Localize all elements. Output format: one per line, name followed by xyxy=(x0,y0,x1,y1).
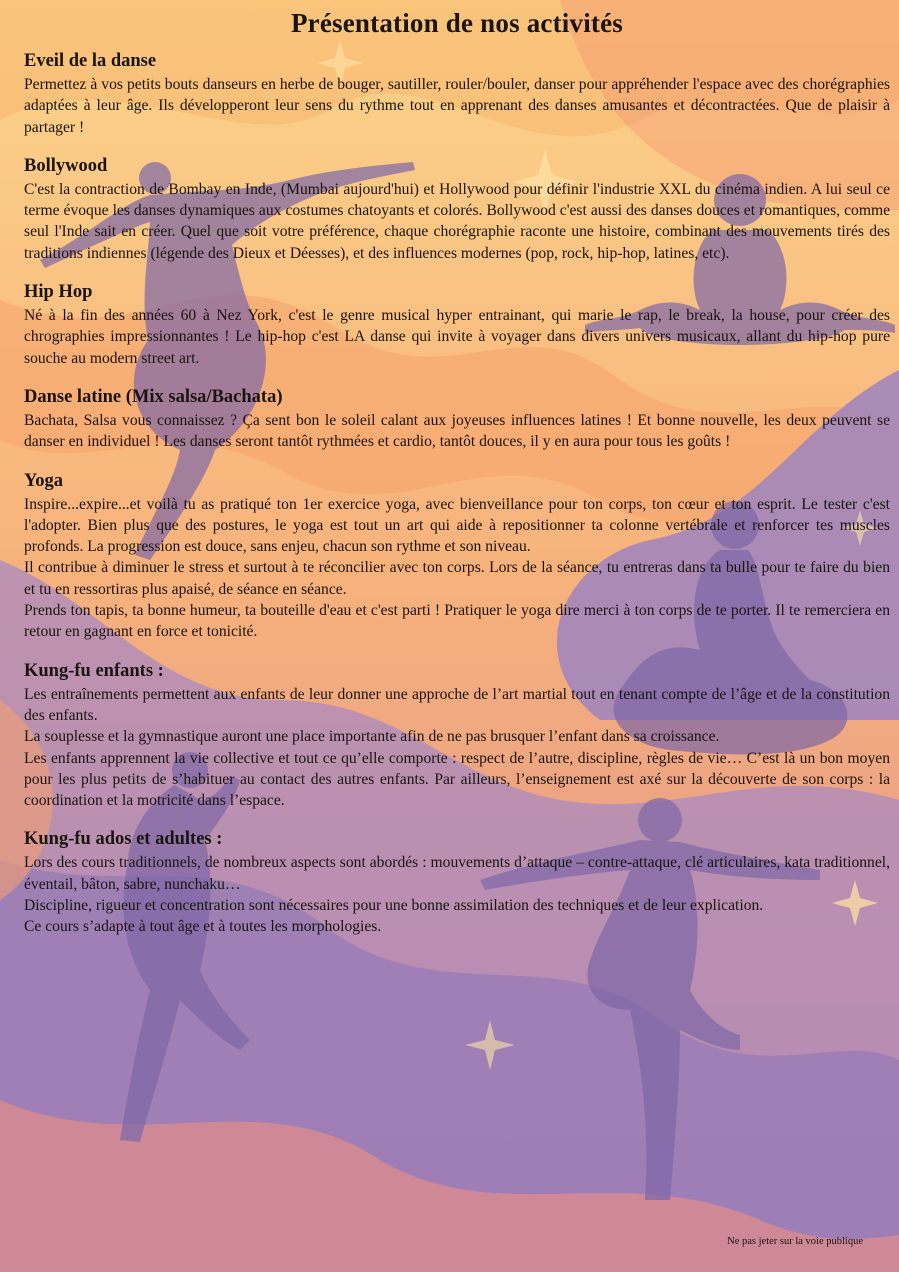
section-heading: Kung-fu enfants : xyxy=(24,660,164,681)
section-text: Bachata, Salsa vous connaissez ? Ça sent bon le soleil calant aux joyeuses influences latines ! Et bonne nouvelle, les deux peuvent se danser en individuel ! Les danses seront tantôt rythmées et cardio, tantôt douces, il y en aura pour tous les goûts ! xyxy=(24,411,890,451)
section-text: Ce cours s’adapte à tout âge et à toutes les morphologies. xyxy=(24,918,382,936)
section-text: C'est la contraction de Bombay en Inde, (Mumbai aujourd'hui) et Hollywood pour définir l'industrie XXL du cinéma indien. A lui seul ce terme évoque les danses dynamiques aux costumes chatoyants et colorés. Bollywood c'est aussi des danses douces et romantiques, comme seul l'Inde sait en créer. Quel que soit votre préférence, chaque chorégraphie raconte une histoire, combinant des mouvements tirés des traditions indiennes (légende des Dieux et Déesses), et des influences modernes (pop, rock, hip-hop, latines, etc). xyxy=(24,180,890,262)
section-text: Il contribue à diminuer le stress et surtout à te réconcilier avec ton corps. Lors de la séance, tu entreras dans ta bulle pour te faire du bien et tu en ressortiras plus apaisé, de séance en séance. xyxy=(24,559,890,598)
section-text: Discipline, rigueur et concentration sont nécessaires pour une bonne assimilation des techniques et de leur explication. xyxy=(24,897,764,915)
section-heading: Yoga xyxy=(24,470,64,491)
section-eveil xyxy=(24,49,890,138)
content-area xyxy=(24,8,890,954)
section-heading: Danse latine (Mix salsa/Bachata) xyxy=(24,386,283,407)
section-text: Les enfants apprennent la vie collective et tout ce qu’elle comporte : respect de l’autre, discipline, règles de vie… C’est là un bon moyen pour les plus petits de s’habituer au contact des autres enfants. Par ailleurs, l’enseignement est axé sur la découverte de son corps : la coordination et la motricité dans l’espace. xyxy=(24,749,890,810)
section-text: Né à la fin des années 60 à Nez York, c'est le genre musical hyper entrainant, qui marie le rap, le break, la house, pour créer des chrographies impressionnantes ! Le hip-hop c'est LA danse qui invite à voyager dans divers univers musicaux, allant du hip-hop pure souche au modern street art. xyxy=(24,307,890,367)
section-text: Les entraînements permettent aux enfants de leur donner une approche de l’art martial tout en tenant compte de l’âge et de la constitution des enfants. xyxy=(24,685,890,724)
section-heading: Bollywood xyxy=(24,155,108,176)
section-heading: Eveil de la danse xyxy=(24,51,157,71)
section-danse-latine xyxy=(24,385,890,453)
section-text: Prends ton tapis, ta bonne humeur, ta bouteille d'eau et c'est parti ! Pratiquer le yoga dire merci à ton corps de te porter. Il te remerciera en retour en gagnant en force et tonicité. xyxy=(24,602,890,641)
footer-note: Ne pas jeter sur la voie publique xyxy=(727,1236,863,1247)
section-heading: Kung-fu ados et adultes : xyxy=(24,829,223,850)
section-bollywood xyxy=(24,154,890,264)
section-heading: Hip Hop xyxy=(24,282,93,303)
section-text: Lors des cours traditionnels, de nombreux aspects sont abordés : mouvements d’attaque – contre-attaque, clé articulaires, kata traditionnel, éventail, bâton, sabre, nunchaku… xyxy=(24,854,890,893)
section-text: Inspire...expire...et voilà tu as pratiqué ton 1er exercice yoga, avec bienveillance pour ton corps, ton cœur et ton esprit. Le tester c'est l'adopter. Bien plus que des postures, le yoga est tout un art qui aide à repositionner ta colonne vertébrale et renforcer tes muscles profonds. La progression est douce, sans enjeu, chacun son rythme et son niveau. xyxy=(24,495,890,556)
section-hip-hop xyxy=(24,280,890,369)
section-yoga xyxy=(24,469,890,643)
section-kung-fu-adultes xyxy=(24,827,890,937)
page-title: Présentation de nos activités xyxy=(290,8,623,38)
section-text: Permettez à vos petits bouts danseurs en herbe de bouger, sautiller, rouler/bouler, danser pour appréhender l'espace avec des chorégraphies adaptées à leur âge. Ils développeront leur sens du rythme tout en apprenant des danses amusantes et décontractées. Que de plaisir à partager ! xyxy=(24,76,890,136)
section-text: La souplesse et la gymnastique auront une place importante afin de ne pas brusquer l’enfant dans sa croissance. xyxy=(24,728,720,746)
section-kung-fu-enfants xyxy=(24,659,890,812)
